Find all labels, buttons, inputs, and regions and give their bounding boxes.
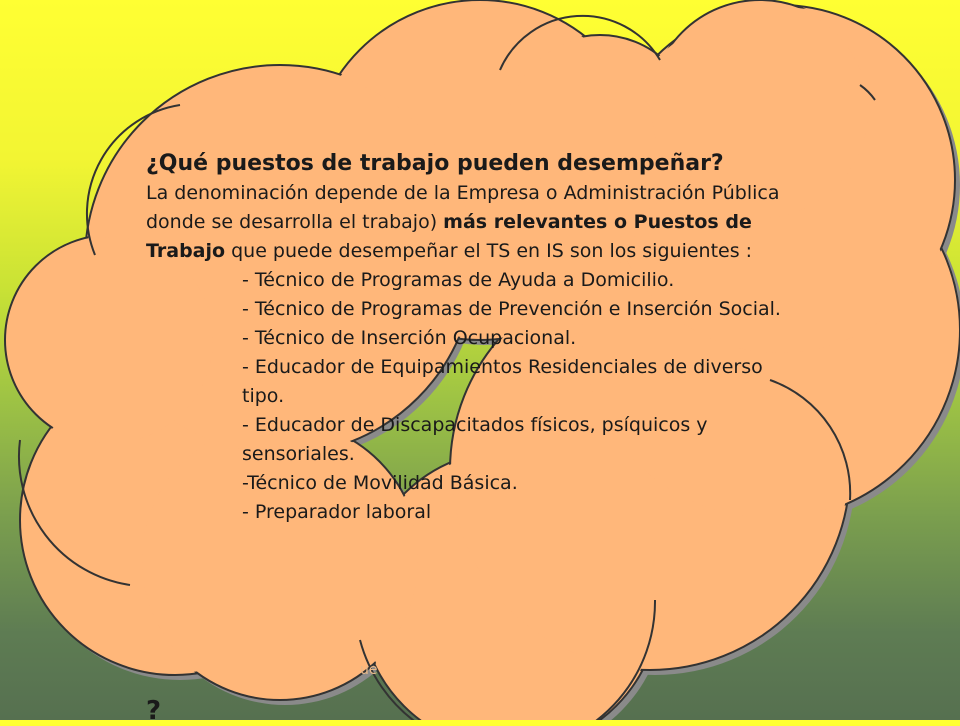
job-item: -Técnico de Movilidad Básica. bbox=[242, 472, 518, 494]
job-item: - Educador de Discapacitados físicos, psíquicos y sensoriales. bbox=[242, 414, 708, 465]
job-item: - Técnico de Inserción Ocupacional. bbox=[242, 327, 577, 349]
intro-part2: que puede desempeñar el TS en IS son los siguientes : bbox=[225, 240, 753, 262]
job-item: - Técnico de Programas de Prevención e Inserción Social. bbox=[242, 298, 781, 320]
slide-heading: ¿Qué puestos de trabajo pueden desempeñar? bbox=[146, 151, 724, 176]
intro-part1: La denominación depende de la Empresa o Administración Pública donde se desarrolla el trabajo) bbox=[146, 182, 780, 233]
intro-bold: más relevantes o Puestos de Trabajo bbox=[146, 211, 752, 262]
job-item: - Preparador laboral bbox=[242, 501, 432, 523]
question-mark: ? bbox=[146, 696, 162, 726]
job-list bbox=[146, 266, 786, 527]
slide-body bbox=[146, 150, 786, 527]
job-item: - Técnico de Programas de Ayuda a Domicilio. bbox=[242, 269, 675, 291]
intro-paragraph bbox=[146, 179, 786, 266]
job-item: - Educador de Equipamientos Residenciales de diverso tipo. bbox=[242, 356, 763, 407]
faint-background-text: ue bbox=[360, 662, 378, 678]
